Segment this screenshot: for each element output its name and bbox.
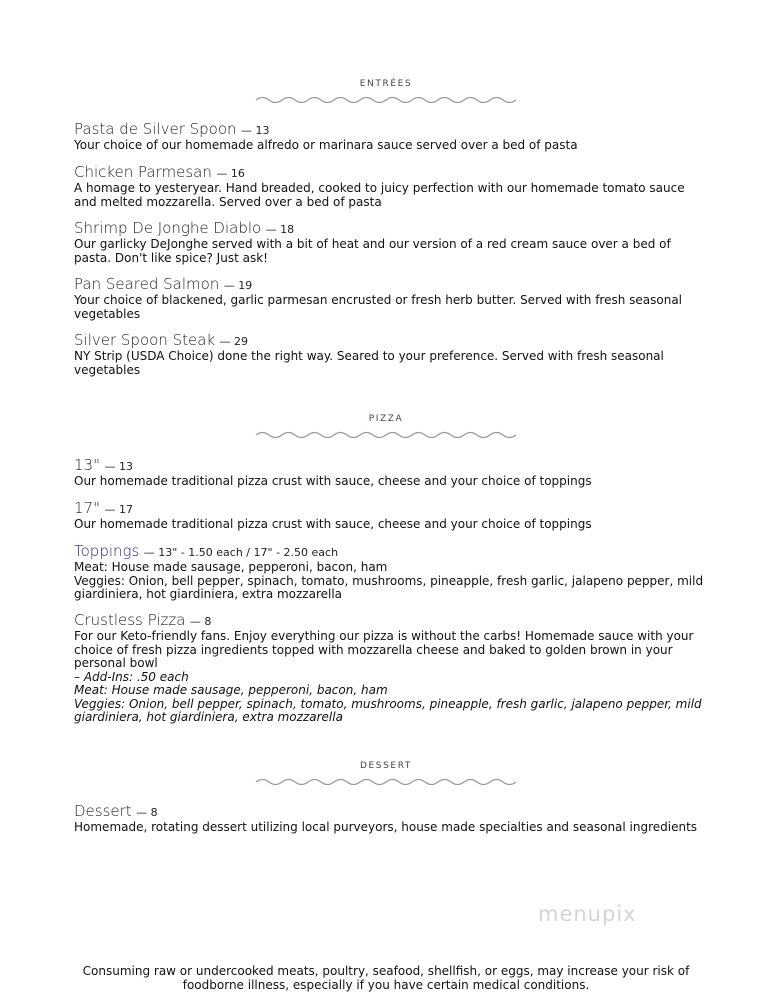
menu-item [74,803,724,835]
description-line: For our Keto-friendly fans. Enjoy everything our pizza is without the carbs! Homemade sauce with your [74,629,694,643]
description-line: pasta. Don't like spice? Just ask! [74,250,268,265]
item-name: Silver Spoon Steak [74,331,216,349]
item-description [74,139,724,153]
menu-item [74,457,724,489]
addins-line: giardiniera, hot giardiniera, extra mozzarella [74,710,343,724]
item-price: — 13 [241,124,270,137]
description-line: Your choice of blackened, garlic parmesan encrusted or fresh herb butter. Served with fresh seasonal [74,293,683,307]
description-line: vegetables [74,362,141,377]
item-name: 13" [74,456,100,474]
item-price: — 29 [219,335,249,348]
item-description [74,475,724,489]
menu-item [74,164,724,209]
item-price: — 13 [104,460,133,473]
item-description [74,518,724,532]
disclaimer-line: Consuming raw or undercooked meats, poultry, seafood, shellfish, or eggs, may increase your risk of [82,964,690,978]
item-price: — 17 [104,503,133,516]
description-line: Your choice of our homemade alfredo or marinara sauce served over a bed of pasta [74,138,578,152]
addins-line: Veggies: Onion, bell pepper, spinach, tomato, mushrooms, pineapple, fresh garlic, jalapeno pepper, mild [74,696,702,711]
addins-line: – Add-Ins: .50 each [74,669,189,684]
item-name: Pan Seared Salmon [74,275,220,293]
item-name: Chicken Parmesan [74,163,212,181]
item-description [74,630,724,725]
item-name: 17" [74,499,100,517]
description-line: Homemade, rotating dessert utilizing local purveyors, house made specialties and seasonal ingredients [74,820,698,834]
item-price: — 18 [265,223,295,236]
description-line: and melted mozzarella. Served over a bed of pasta [74,194,382,209]
description-line: Veggies: Onion, bell pepper, spinach, tomato, mushrooms, pineapple, fresh garlic, jalapeno pepper, mild [74,573,704,588]
addins-line: Meat: House made sausage, pepperoni, bacon, ham [74,683,388,697]
item-price: — 19 [223,279,253,292]
item-name: Dessert [74,802,132,820]
description-line: Our homemade traditional pizza crust with sauce, cheese and your choice of toppings [74,517,592,531]
item-description [74,561,724,602]
item-description [74,350,724,377]
wave-divider-icon [255,777,517,787]
description-line: personal bowl [74,656,158,670]
section-header-entrees [0,79,772,105]
description-line: vegetables [74,306,141,321]
item-description [74,182,724,209]
section-header-dessert [0,761,772,787]
item-name: Shrimp De Jonghe Diablo [74,219,262,237]
menu-item [74,500,724,532]
item-price: — 8 [136,806,158,819]
description-line: NY Strip (USDA Choice) done the right way. Seared to your preference. Served with fresh seasonal [74,349,664,363]
section-title: ENTRÉES [359,79,413,89]
description-line: choice of fresh pizza ingredients topped with mozzarella cheese and baked to golden brown in your [74,642,673,657]
health-disclaimer [60,964,712,992]
section-header-pizza [0,414,772,440]
section-title: PIZZA [368,414,404,424]
item-price: — 8 [189,615,212,628]
description-line: Our homemade traditional pizza crust with sauce, cheese and your choice of toppings [74,474,592,488]
menu-item [74,121,724,153]
menu-item [74,276,724,321]
description-line: Our garlicky DeJonghe served with a bit of heat and our version of a red cream sauce over a bed of [74,237,671,251]
description-line: Meat: House made sausage, pepperoni, bacon, ham [74,560,388,574]
section-title: DESSERT [359,761,413,771]
menupix-watermark: menupix [538,902,637,926]
wave-divider-icon [255,95,517,105]
menu-item [74,543,724,602]
disclaimer-line: foodborne illness, especially if you have certain medical conditions. [182,978,590,992]
item-description [74,238,724,265]
wave-divider-icon [255,430,517,440]
menu-item [74,332,724,377]
item-price: — 16 [216,167,245,180]
item-name: Toppings [74,542,140,560]
item-description [74,821,724,835]
item-description [74,294,724,321]
menu-item [74,612,724,725]
item-name: Crustless Pizza [74,611,186,629]
description-line: giardiniera, hot giardiniera, extra mozzarella [74,587,343,601]
description-line: A homage to yesteryear. Hand breaded, cooked to juicy perfection with our homemade tomato sauce [74,181,685,195]
menu-item [74,220,724,265]
item-price: — 13" - 1.50 each / 17" - 2.50 each [143,546,339,559]
item-name: Pasta de Silver Spoon [74,120,237,138]
